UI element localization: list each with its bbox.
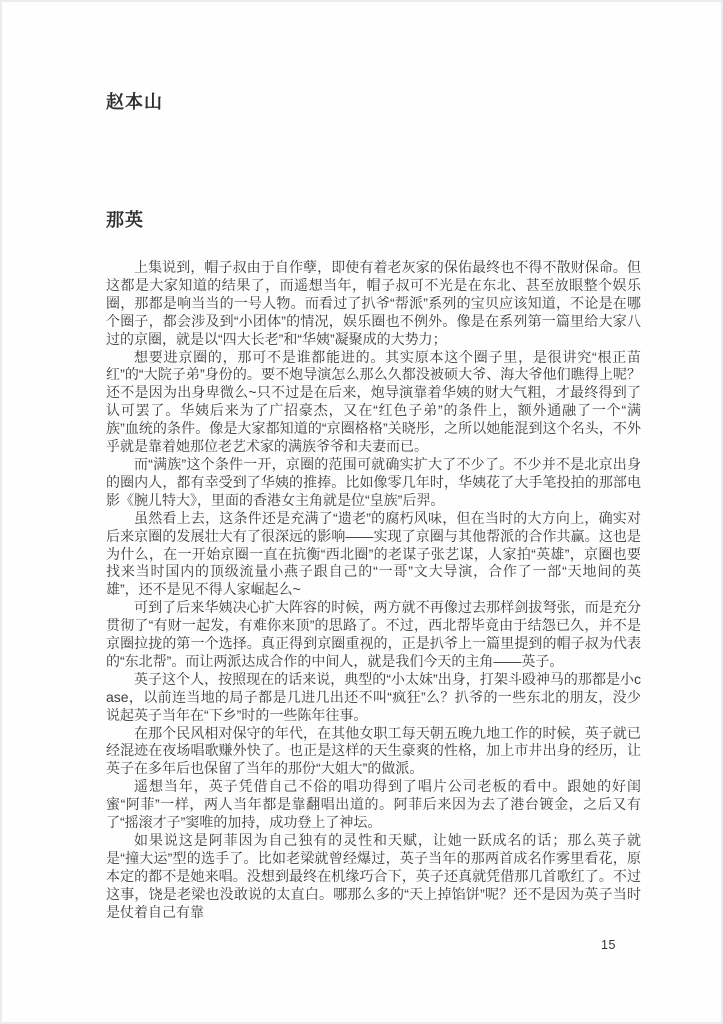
page-number: 15 (601, 938, 616, 952)
body-paragraph: 如果说这是阿菲因为自己独有的灵性和天赋，让她一跃成名的话；那么英子就是“撞大运”型的选手了。比如老梁就曾经爆过，英子当年的那两首成名作雾里看花，原本定的都不是她来唱。没想到最终在机缘巧合下，英子还真就凭借那几首歌红了。不过这事，饶是老梁也没敢说的太直白。哪那么多的“天上掉馅饼”呢？还不是因为英子当时是仗着自己有靠 (106, 832, 641, 920)
section-heading-zhaobenshan: 赵本山 (106, 92, 163, 112)
body-paragraph: 而“满族”这个条件一开，京圈的范围可就确实扩大了不少了。不少并不是北京出身的圈内人，都有幸受到了华姨的推捧。比如像零几年时，华姨花了大手笔投拍的那部电影《腕儿特大》，里面的香港女主角就是位“皇族”后羿。 (106, 455, 641, 508)
body-paragraph: 可到了后来华姨决心扩大阵容的时候，两方就不再像过去那样剑拔弩张，而是充分贯彻了“有财一起发，有难你来顶”的思路了。不过，西北帮毕竟由于结怨已久，并不是京圈拉拢的第一个选择。真正得到京圈重视的，正是扒爷上一篇里提到的帽子叔为代表的“东北帮”。而让两派达成合作的中间人，就是我们今天的主角——英子。 (106, 599, 641, 669)
section-heading-naying: 那英 (106, 210, 144, 230)
body-paragraph: 想要进京圈的，那可不是谁都能进的。其实原本这个圈子里，是很讲究“根正苗红”的“大院子弟”身份的。要不炮导演怎么那么久都没被硕大爷、海大爷他们瞧得上呢？还不是因为出身卑微么~只不过是在后来，炮导演靠着华姨的财大气粗，才最终得到了认可罢了。华姨后来为了广招豪杰，又在“红色子弟”的条件上，额外通融了一个“满族”血统的条件。像是大家都知道的“京圈格格”关晓彤，之所以她能混到这个名头，不外乎就是靠着她那位老艺术家的满族爷爷和夫妻而已。 (106, 348, 641, 455)
body-paragraph: 在那个民风相对保守的年代，在其他女职工每天朝五晚九地工作的时候，英子就已经混迹在夜场唱歌赚外快了。也正是这样的天生豪爽的性格，加上市井出身的经历，让英子在多年后也保留了当年的那份“大姐大”的做派。 (106, 724, 641, 777)
body-paragraph: 虽然看上去，这条件还是充满了“遗老”的腐朽风味，但在当时的大方向上，确实对后来京圈的发展壮大有了很深远的影响——实现了京圈与其他帮派的合作共赢。这也是为什么，在一开始京圈一直在抗衡“西北圈”的老谋子张艺谋，人家拍“英雄”，京圈也要找来当时国内的顶级流量小燕子跟自己的“一哥”文大导演，合作了一部“天地间的英雄”，还不是见不得人家崛起么~ (106, 509, 641, 598)
body-paragraph: 遥想当年，英子凭借自己不俗的唱功得到了唱片公司老板的看中。跟她的好闺蜜“阿菲”一样，两人当年都是靠翻唱出道的。阿菲后来因为去了港台镀金，之后又有了“摇滚才子”窦唯的加持，成功登上了神坛。 (106, 778, 641, 831)
article-body (106, 259, 641, 922)
body-paragraph: 上集说到，帽子叔由于自作孽，即使有着老灰家的保佑最终也不得不散财保命。但这都是大家知道的结果了，而遥想当年，帽子叔可不光是在东北、甚至放眼整个娱乐圈，那都是响当当的一号人物。而看过了扒爷“帮派”系列的宝贝应该知道，不论是在哪个圈子，都会涉及到“小团体”的情况，娱乐圈也不例外。像是在系列第一篇里给大家八过的京圈，就是以“四大长老”和“华姨”凝聚成的大势力； (106, 259, 641, 347)
body-paragraph: 英子这个人，按照现在的话来说，典型的“小太妹”出身，打架斗殴神马的那都是小case，以前连当地的局子都是几进几出还不叫“疯狂”么？扒爷的一些东北的朋友，没少说起英子当年在“下乡”时的一些陈年往事。 (106, 670, 641, 723)
